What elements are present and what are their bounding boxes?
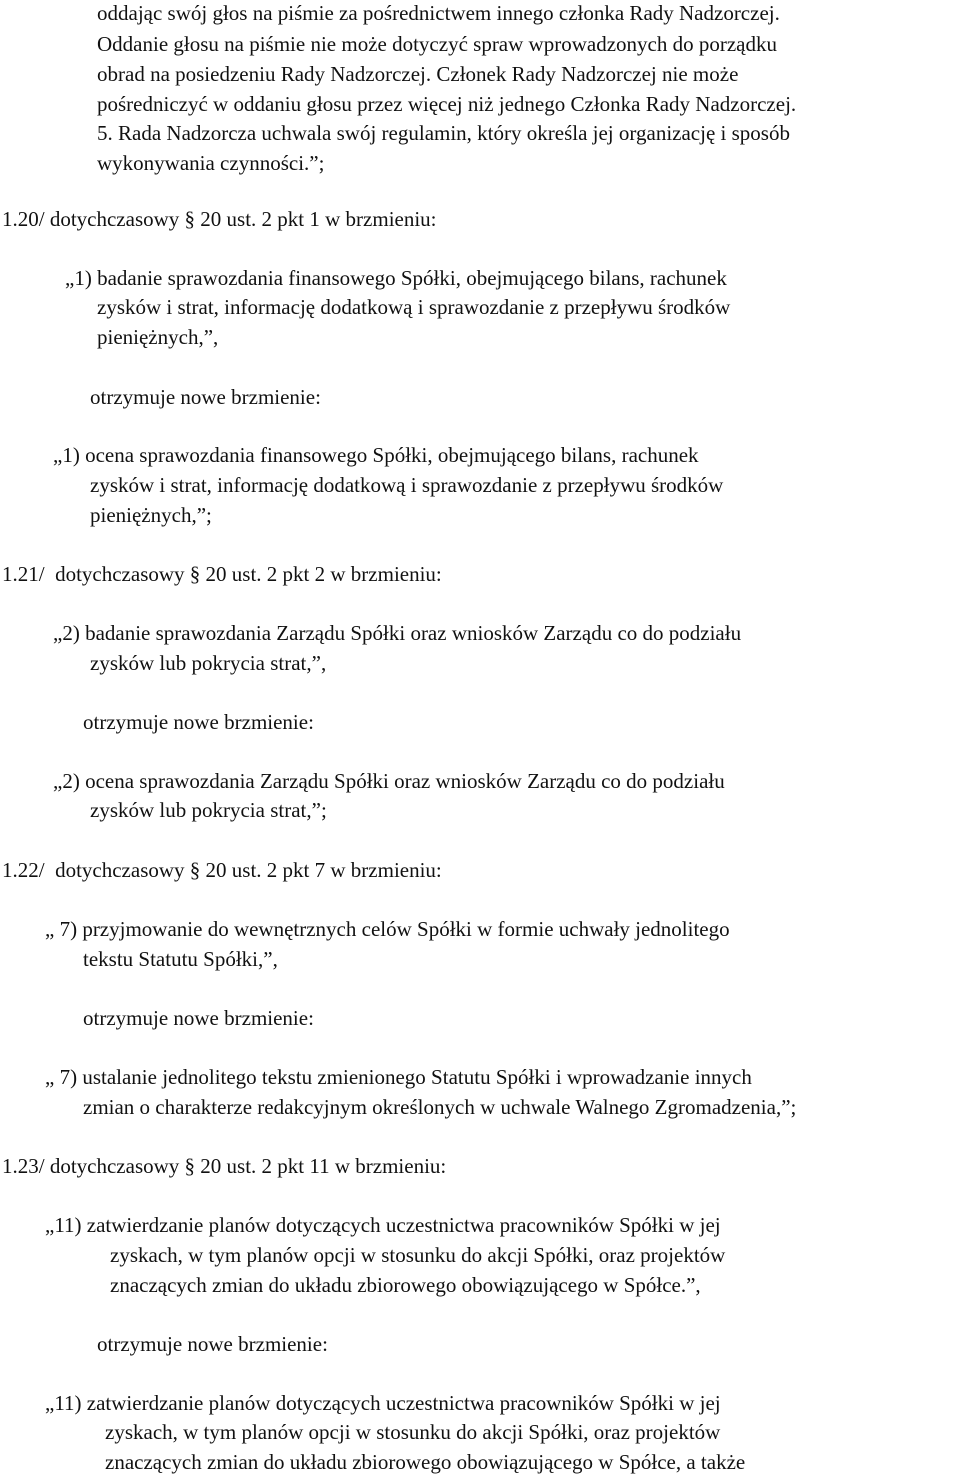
text-line: otrzymuje nowe brzmienie: bbox=[90, 385, 321, 409]
text-line: pośredniczyć w oddaniu głosu przez więcej niż jednego Członka Rady Nadzorczej. bbox=[97, 92, 797, 116]
text-line: otrzymuje nowe brzmienie: bbox=[83, 1006, 314, 1030]
text-line: 5. Rada Nadzorcza uchwala swój regulamin, który określa jej organizację i sposób bbox=[97, 121, 790, 145]
text-line: znaczących zmian do układu zbiorowego obowiązującego w Spółce, a także bbox=[105, 1450, 746, 1474]
text-line: otrzymuje nowe brzmienie: bbox=[97, 1332, 328, 1356]
text-line: Oddanie głosu na piśmie nie może dotyczyć spraw wprowadzonych do porządku bbox=[97, 32, 777, 56]
text-line: wykonywania czynności.”; bbox=[97, 151, 325, 175]
text-line: „11) zatwierdzanie planów dotyczących uczestnictwa pracowników Spółki w jej bbox=[45, 1391, 721, 1415]
text-line: „ 7) ustalanie jednolitego tekstu zmienionego Statutu Spółki i wprowadzanie innych bbox=[45, 1065, 752, 1089]
text-line: zysków i strat, informację dodatkową i sprawozdanie z przepływu środków bbox=[97, 295, 731, 319]
text-line: zmian o charakterze redakcyjnym określonych w uchwale Walnego Zgromadzenia,”; bbox=[83, 1095, 797, 1119]
text-line: „ 7) przyjmowanie do wewnętrznych celów Spółki w formie uchwały jednolitego bbox=[45, 917, 730, 941]
text-line: zysków i strat, informację dodatkową i sprawozdanie z przepływu środków bbox=[90, 473, 724, 497]
text-line: znaczących zmian do układu zbiorowego obowiązującego w Spółce.”, bbox=[110, 1273, 701, 1297]
text-line: otrzymuje nowe brzmienie: bbox=[83, 710, 314, 734]
text-line: „2) badanie sprawozdania Zarządu Spółki oraz wniosków Zarządu co do podziału bbox=[53, 621, 742, 645]
text-line: „1) badanie sprawozdania finansowego Spółki, obejmującego bilans, rachunek bbox=[65, 266, 727, 290]
text-line: zysków lub pokrycia strat,”, bbox=[90, 651, 327, 675]
text-line: tekstu Statutu Spółki,”, bbox=[83, 947, 278, 971]
section-heading: 1.23/ dotychczasowy § 20 ust. 2 pkt 11 w brzmieniu: bbox=[2, 1154, 447, 1178]
text-line: oddając swój głos na piśmie za pośrednictwem innego członka Rady Nadzorczej. bbox=[97, 1, 780, 25]
text-line: „2) ocena sprawozdania Zarządu Spółki oraz wniosków Zarządu co do podziału bbox=[53, 769, 725, 793]
section-heading: 1.22/ dotychczasowy § 20 ust. 2 pkt 7 w brzmieniu: bbox=[2, 858, 442, 882]
text-line: obrad na posiedzeniu Rady Nadzorczej. Członek Rady Nadzorczej nie może bbox=[97, 62, 739, 86]
text-line: „1) ocena sprawozdania finansowego Spółki, obejmującego bilans, rachunek bbox=[53, 443, 699, 467]
text-line: „11) zatwierdzanie planów dotyczących uczestnictwa pracowników Spółki w jej bbox=[45, 1213, 721, 1237]
text-line: pieniężnych,”; bbox=[90, 503, 212, 527]
text-line: zysków lub pokrycia strat,”; bbox=[90, 798, 327, 822]
text-line: zyskach, w tym planów opcji w stosunku do akcji Spółki, oraz projektów bbox=[110, 1243, 726, 1267]
section-heading: 1.20/ dotychczasowy § 20 ust. 2 pkt 1 w brzmieniu: bbox=[2, 207, 437, 231]
text-line: zyskach, w tym planów opcji w stosunku do akcji Spółki, oraz projektów bbox=[105, 1420, 721, 1444]
section-heading: 1.21/ dotychczasowy § 20 ust. 2 pkt 2 w brzmieniu: bbox=[2, 562, 442, 586]
text-line: pieniężnych,”, bbox=[97, 325, 219, 349]
